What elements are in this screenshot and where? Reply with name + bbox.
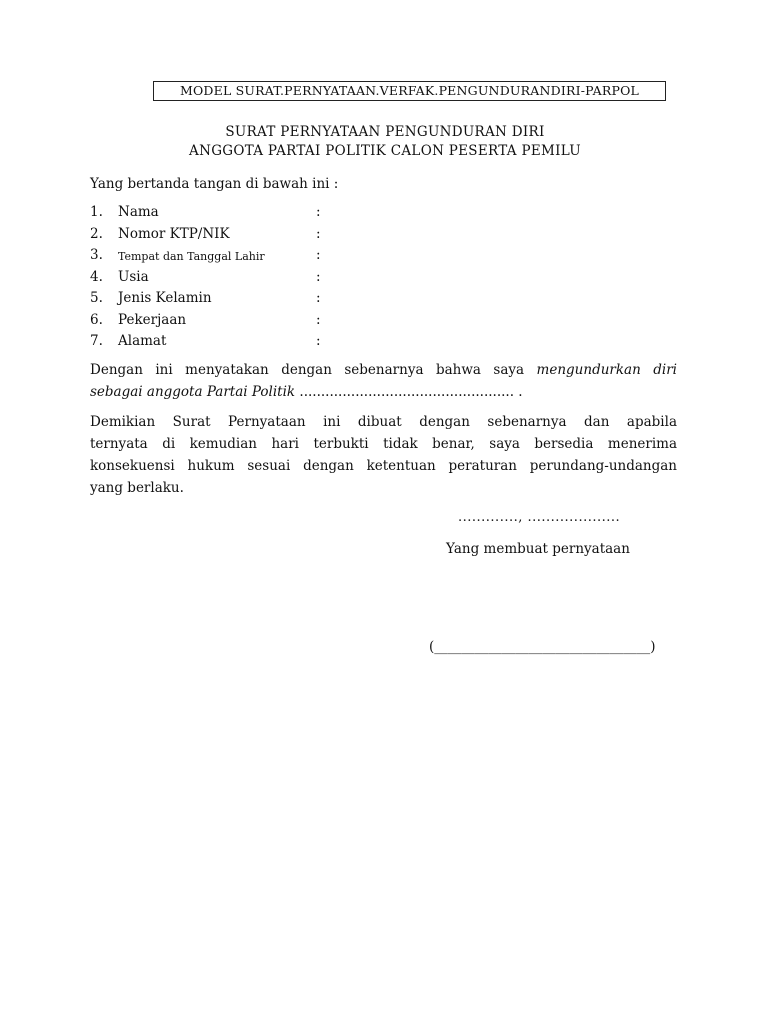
field-nik	[90, 226, 490, 248]
place-date-line: ............., ....................	[458, 510, 621, 525]
field-number: 2.	[90, 225, 103, 242]
closing-line-4: yang berlaku.	[90, 480, 184, 496]
field-gender	[90, 290, 490, 312]
field-birth	[90, 247, 490, 269]
field-number: 4.	[90, 268, 103, 285]
field-label: Tempat dan Tanggal Lahir	[118, 250, 265, 263]
identity-fields	[90, 204, 490, 355]
closing-paragraph	[90, 411, 677, 499]
signer-label: Yang membuat pernyataan	[446, 541, 630, 557]
field-colon: :	[316, 247, 321, 263]
field-colon: :	[316, 333, 321, 349]
field-number: 1.	[90, 204, 103, 220]
document-title: SURAT PERNYATAAN PENGUNDURAN DIRI	[225, 124, 545, 140]
statement-line-1: Dengan ini menyatakan dengan sebenarnya bahwa saya mengundurkan diri	[90, 362, 677, 378]
field-nama	[90, 204, 490, 226]
field-label: Alamat	[118, 333, 167, 349]
field-colon: :	[316, 204, 321, 220]
field-number: 7.	[90, 333, 103, 349]
field-label: Pekerjaan	[118, 311, 187, 328]
intro-text: Yang bertanda tangan di bawah ini :	[90, 176, 339, 192]
closing-line-3: konsekuensi hukum sesuai dengan ketentuan peraturan perundang-undangan	[90, 458, 677, 474]
field-age	[90, 269, 490, 291]
field-label: Usia	[118, 268, 149, 285]
field-label: Nama	[118, 204, 159, 220]
document-subtitle: ANGGOTA PARTAI POLITIK CALON PESERTA PEMILU	[189, 143, 581, 159]
field-number: 5.	[90, 290, 103, 306]
statement-paragraph	[90, 359, 677, 403]
field-colon: :	[316, 225, 321, 242]
field-colon: :	[316, 268, 321, 285]
field-number: 3.	[90, 247, 103, 263]
signature-line: (________________________________)	[429, 639, 656, 655]
statement-line-2: sebagai anggota Partai Politik .................................................. .	[90, 384, 523, 400]
document-model-code: MODEL SURAT.PERNYATAAN.VERFAK.PENGUNDURANDIRI-PARPOL	[153, 81, 666, 101]
field-label: Jenis Kelamin	[118, 290, 212, 306]
closing-line-2: ternyata di kemudian hari terbukti tidak benar, saya bersedia menerima	[90, 436, 677, 452]
field-label: Nomor KTP/NIK	[118, 225, 230, 242]
field-number: 6.	[90, 311, 103, 328]
field-colon: :	[316, 311, 321, 328]
field-occupation	[90, 312, 490, 334]
field-address	[90, 333, 490, 355]
closing-line-1: Demikian Surat Pernyataan ini dibuat dengan sebenarnya dan apabila	[90, 414, 677, 430]
field-colon: :	[316, 290, 321, 306]
